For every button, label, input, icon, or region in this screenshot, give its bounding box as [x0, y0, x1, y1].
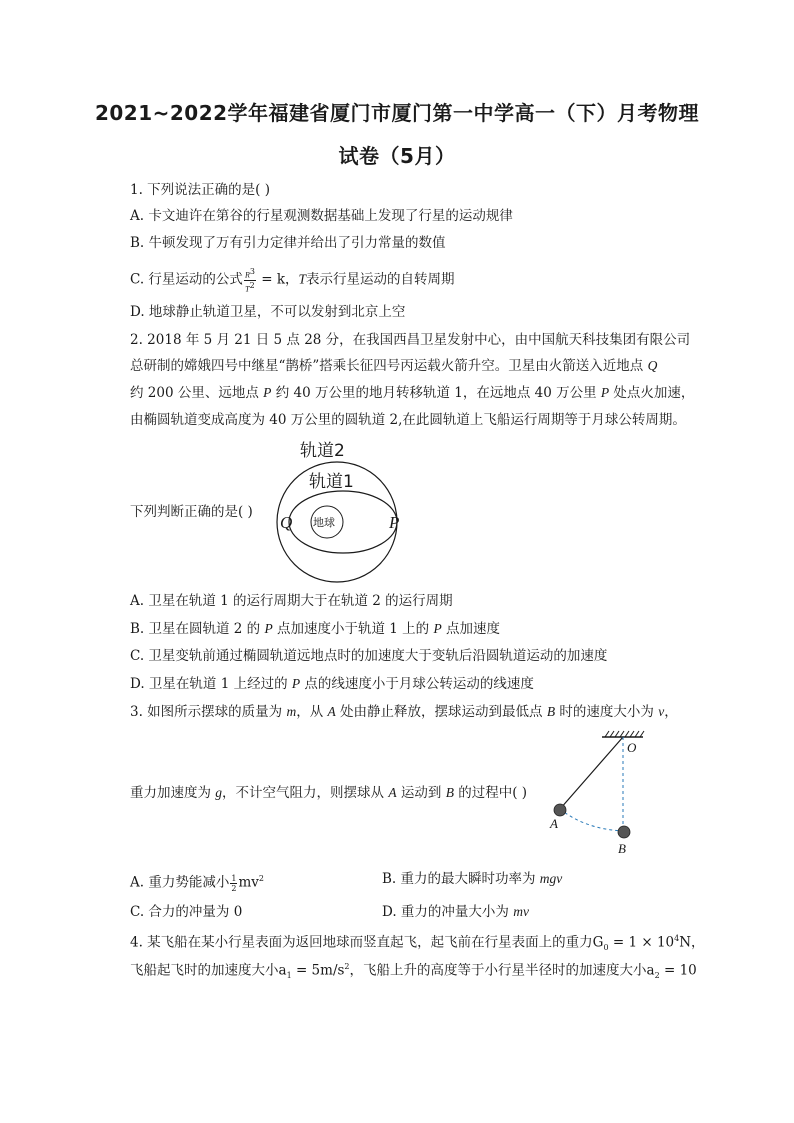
q3-option-b: B. 重力的最大瞬时功率为 mgv — [382, 871, 563, 887]
q1-option-c: C. 行星运动的公式 $\frac{R^3}{T^2}$ = k，T表示行星运动的自转周期 — [130, 267, 455, 294]
q3-option-a: A. 重力势能减小 $\frac{1}{2}$ $mv^2$ — [130, 873, 264, 893]
page-title-line2: 试卷（5月） — [338, 144, 456, 168]
pendulum-diagram — [540, 728, 660, 858]
q3-option-c: C. 合力的冲量为 0 — [130, 904, 243, 920]
q2-option-b: B. 卫星在圆轨道 2 的 P 点加速度小于轨道 1 上的 P 点加速度 — [130, 621, 501, 637]
b-point-label: B — [618, 841, 626, 856]
q2-para-2: 总研制的嫦娥四号中继星“鹊桥”搭乘长征四号丙运载火箭升空。卫星由火箭送入近地点 Q — [130, 358, 658, 374]
swing-arc — [560, 809, 623, 831]
q2-stem: 下列判断正确的是( ) — [130, 504, 253, 520]
q3-para-1: 3. 如图所示摆球的质量为 m，从 A 处由静止释放，摆球运动到最低点 B 时的速度大小为 v， — [130, 704, 678, 720]
q2-para-1: 2. 2018 年 5 月 21 日 5 点 28 分，在我国西昌卫星发射中心，由中国航天科技集团有限公司 — [130, 332, 691, 348]
o-point-label: O — [627, 740, 637, 755]
ball-a — [554, 804, 566, 816]
ball-b — [618, 826, 630, 838]
orbit1-label: 轨道1 — [309, 472, 354, 492]
ceiling-hatch — [605, 731, 644, 737]
q4-para-1: 4. 某飞船在某小行星表面为返回地球而竖直起飞，起飞前在行星表面上的重力$G_0 = 1 \times 10^4N$， — [130, 934, 705, 953]
orbit-diagram — [275, 436, 415, 596]
a-point-label: A — [550, 816, 558, 831]
q2-option-c: C. 卫星变轨前通过椭圆轨道远地点时的加速度大于变轨后沿圆轨道运动的加速度 — [130, 648, 608, 664]
q2-option-a: A. 卫星在轨道 1 的运行周期大于在轨道 2 的运行周期 — [130, 593, 453, 609]
string-line — [560, 737, 623, 809]
q2-para-3: 约 200 公里、远地点 P 约 40 万公里的地月转移轨道 1，在远地点 40 万公里 P 处点火加速， — [130, 385, 695, 401]
q2-para-4: 由椭圆轨道变成高度为 40 万公里的圆轨道 2,在此圆轨道上飞船运行周期等于月球公转周期。 — [130, 412, 686, 428]
q1-option-b: B. 牛顿发现了万有引力定律并给出了引力常量的数值 — [130, 235, 446, 251]
q-point-label: Q — [280, 513, 293, 532]
page-title-line1: 2021~2022学年福建省厦门市厦门第一中学高一（下）月考物理 — [94, 101, 700, 125]
earth-label: 地球 — [313, 516, 335, 529]
q1-stem: 1. 下列说法正确的是( ) — [130, 182, 270, 198]
q1-option-a: A. 卡文迪许在第谷的行星观测数据基础上发现了行星的运动规律 — [130, 208, 513, 224]
q2-option-d: D. 卫星在轨道 1 上经过的 P 点的线速度小于月球公转运动的线速度 — [130, 676, 534, 692]
q3-para-2: 重力加速度为 g，不计空气阻力，则摆球从 A 运动到 B 的过程中( ) — [130, 785, 528, 801]
q1-c-formula: $\frac{R^3}{T^2}$ — [244, 267, 255, 294]
orbit2-label: 轨道2 — [300, 441, 345, 461]
q4-para-2: 飞船起飞时的加速度大小$a_1 = 5m/s^2$，飞船上升的高度等于小行星半径时的加速度大小$a_2 = 10$ — [130, 962, 697, 981]
q1-c-prefix: C. 行星运动的公式 — [130, 271, 243, 288]
p-point-label: P — [389, 513, 400, 532]
q1-option-d: D. 地球静止轨道卫星，不可以发射到北京上空 — [130, 304, 406, 320]
q3-option-d: D. 重力的冲量大小为 mv — [382, 904, 529, 920]
